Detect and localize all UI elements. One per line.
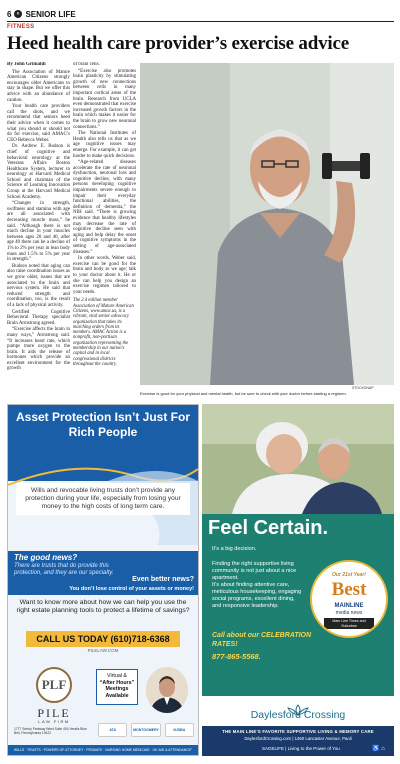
paragraph: “Changes in strength, swiftness and stamina with age are all associated with decreasing muscle mass,” he said. “Although there is not much decline in your muscles between ages 20 and 40, after age 40 there can be a decline of 1% to 2% per year in lean body mass and 1.5% to 5% per year in strength.” (7, 201, 70, 263)
pile-badges (98, 721, 194, 739)
daylesford-footer (202, 726, 394, 756)
sagelife-logo: SAGELIFE | Living to the Power of You (262, 746, 340, 751)
publication-name: SENIOR LIFE (25, 9, 76, 19)
virtual-line-4: Available (105, 692, 129, 699)
award-year: Our 21st Year! (332, 572, 366, 578)
pile-ad-headline: Asset Protection Isn’t Just For Rich People (15, 410, 191, 439)
pile-firm-subtitle: LAW FIRM (38, 719, 70, 724)
pile-logo-seal-icon (36, 667, 72, 703)
attorney-person-icon (146, 667, 188, 713)
article-column-2 (73, 62, 136, 392)
award-mainline: MAINLINE (334, 603, 364, 609)
want-to-know-text: Want to know more about how we can help you use the right estate planning tools to protect a lifetime of savings? (16, 599, 190, 614)
paragraph: “Age-related diseases accelerate the rate of neuronal dysfunction, neuronal loss and cognitive decline, with many persons developing cognitive impairments severe enough to impair their everyday functional abilities, the definition of dementia,” the NIH said. “There is growing evidence that healthy lifestyles may decrease the rate of cognitive decline seen with aging and help delay the onset of cognitive symptoms in the setting of age-associated diseases.” (73, 160, 136, 255)
page-folio (7, 8, 76, 20)
daylesford-name: Daylesford Crossing (250, 709, 346, 721)
pile-ad-body: Wills and revocable living trusts don’t provide any protection during your life, especially from losing your money to the high costs of long term care. (16, 483, 190, 515)
good-news-title: The good news? (14, 553, 78, 562)
publication-logo-icon: ◐ (14, 10, 22, 18)
good-news-text: There are trusts that do provide this protection, and they are our specialty. (14, 563, 114, 576)
celebration-rates-callout: Call about our CELEBRATION RATES! (212, 632, 312, 648)
about-amac-note: The 2.4 million member Association of Mature American Citizens, www.amac.us, is a vibrant, vital senior advocacy organization that takes its marching orders from its members. AMAC Action is a nonprofit, non-partisan organization representing the membership in our nation’s capital and in local congressional districts throughout the country. (73, 298, 134, 367)
paragraph: Certified Cognitive Behavioral Therapy specialist Brain Armstrong agreed. (7, 309, 70, 326)
virtual-meetings-box (96, 669, 138, 705)
award-media-news: media news (335, 610, 363, 616)
daylesford-green-panel (202, 514, 394, 696)
photo-caption: Exercise is good for your physical and mental health, but be sure to check with your doctor before starting a regimen. (140, 391, 347, 396)
article-byline: By John Grimaldi (7, 62, 46, 67)
paragraph: Budson noted that aging can also raise coordination issues as we grow older, issues that are associated to the brain and nervous system. He said that reduced strength and coordination, too, is the result of a lack of physical activity. (7, 263, 70, 308)
call-us-button[interactable]: CALL US TODAY (610)718-6368 (26, 631, 180, 647)
paragraph: Dr. Andrew E. Budson is chief of cognitive and behavioral neurology at the Veterans Affairs Boston Healthcare System, lecturer in neurology at Harvard Medical School and chairman of the Science of Learning Innovation Group at the Harvard Medical School Academy. (7, 144, 70, 200)
photo-credit: STOCKSNAP (352, 386, 374, 390)
montgomery-badge: MONTGOMERY (131, 723, 160, 737)
header-rule (7, 21, 394, 22)
daylesford-phone-link[interactable]: 877-865-5568. (212, 652, 261, 661)
virtual-line-1: Virtual & (107, 673, 127, 679)
pile-firm-name: PILE (37, 706, 71, 720)
paragraph: “Exercise also promotes brain plasticity by stimulating growth of new connections between cells in many important cortical areas of the brain. Research from UCLA even demonstrated that exercise increased growth factors in the brain which makes it easier for the brain to grow new neuronal connections.” (73, 68, 136, 130)
feel-certain-headline: Feel Certain. (208, 517, 329, 539)
dont-lose-text: You don’t lose control of your assets or money! (69, 586, 194, 592)
attorney-portrait (146, 667, 188, 713)
daylesford-text-2: Finding the right supportive living community is not just about a nice apartment. (212, 561, 297, 581)
njsba-badge: NJSBA (165, 723, 194, 737)
ata-badge: ATA (98, 723, 127, 737)
paragraph: The Association of Mature American Citizens strongly encourages older Americans to stay in shape. But we offer this advice with an abundance of caution. (7, 69, 70, 103)
daylesford-text-1: It’s a big decision. (212, 546, 257, 552)
pile-address: 1777 Sentry Parkway West Suite 404 Veralis Blue Bell, Pennsylvania 19422 (14, 727, 87, 735)
page-number: 6 (7, 9, 12, 19)
pile-logo-initials: PLF (41, 677, 67, 692)
daylesford-tagline: THE MAIN LINE’S FAVORITE SUPPORTIVE LIVING & MEMORY CARE (222, 729, 374, 734)
couple-embrace-illustration (202, 404, 394, 514)
paragraph: “Exercise affects the brain in many ways,” Armstrong said. “It increases heart rate, which pumps more oxygen to the brain. It aids the release of hormones which provide an excellent environment for the growth (7, 327, 70, 372)
paragraph: Your health care providers call the shots, and we recommend that seniors heed their advice when it comes to what you should or should not do for exercise, said AMAC’s CEO Rebecca Weber. (7, 104, 70, 143)
paragraph: of brain cells. (73, 62, 100, 67)
pile-footer-services: WILLS · TRUSTS · POWERS OF ATTORNEY · PROBATE · NURSING HOME MEDICAID · VA “AID & ATTENDANCE” (8, 745, 198, 756)
accessibility-housing-icon: ♿ ⌂ (372, 746, 385, 752)
virtual-line-2: “After Hours” (99, 679, 135, 686)
article-photo (140, 63, 394, 385)
award-best: Best (331, 579, 367, 600)
daylesford-crossing-ad[interactable] (202, 404, 394, 756)
article-headline: Heed health care provider’s exercise advice (7, 33, 349, 54)
daylesford-photo (202, 404, 394, 514)
paragraph: In other words, Weber said, exercise can be good for the brain and body as we age; talk to your doctor about it. He or she can help you design an exercise regimen tailored to your needs. (73, 256, 136, 295)
award-publications: Main Line Times and Suburban (324, 618, 374, 629)
paragraph: The National Institutes of Health also tells us that as we age cognitive issues may emerge. For example, it can get harder to make quick decisions. (73, 131, 136, 159)
even-better-title: Even better news? (132, 576, 194, 583)
article-column-1 (7, 62, 70, 392)
section-label: FITNESS (7, 24, 35, 30)
virtual-line-3: Meetings (105, 686, 129, 692)
best-of-award-badge (310, 560, 388, 638)
pile-law-firm-ad[interactable] (7, 404, 199, 756)
man-with-dumbbell-illustration (140, 63, 394, 385)
daylesford-website-address[interactable]: DaylesfordCrossing.com | 1450 Lancaster Avenue, Paoli (244, 736, 352, 741)
pile-website-link[interactable]: PILELAW.COM (87, 648, 119, 653)
good-news-box (8, 551, 198, 595)
daylesford-text-3: It’s about finding attentive care, meticulous housekeeping, engaging social programs, excellent dining, and responsive leadership. (212, 582, 302, 609)
